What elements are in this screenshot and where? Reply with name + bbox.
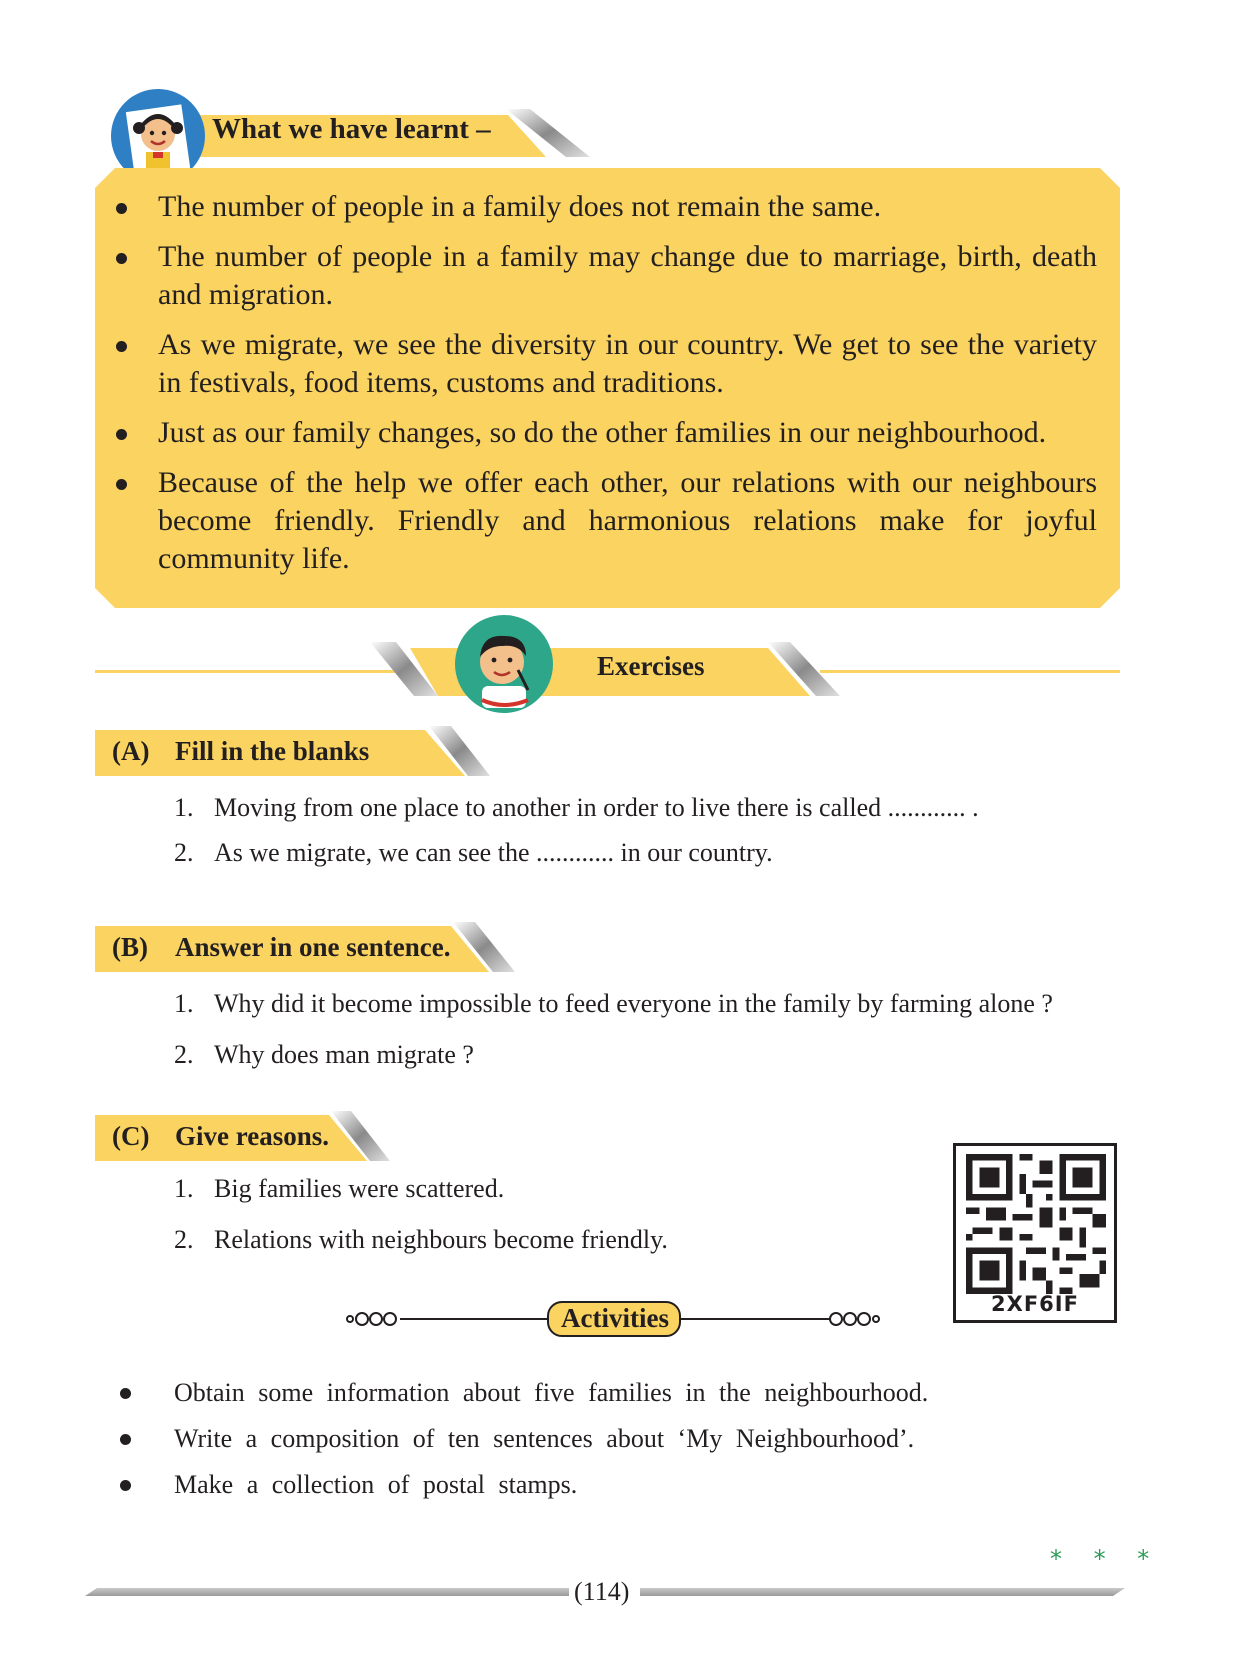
boy-avatar-icon (452, 612, 556, 716)
question-c1: 1. Big families were scattered. (174, 1174, 505, 1203)
section-b-title: Answer in one sentence. (175, 932, 451, 962)
summary-list (112, 188, 1097, 590)
list-item: The number of people in a family does not remain the same. (112, 188, 1097, 226)
footer-rule-right (640, 1588, 1125, 1596)
list-item: Because of the help we offer each other, our relations with our neighbours become friendly. Friendly and harmonious relations make for joyful community life. (112, 464, 1097, 578)
question-b1: 1. Why did it become impossible to feed everyone in the family by farming alone ? (174, 989, 1053, 1018)
page-number: (114) (574, 1577, 630, 1606)
qr-code-box[interactable] (953, 1143, 1117, 1323)
question-c2: 2. Relations with neighbours become friendly. (174, 1225, 668, 1254)
question-a2: 2. As we migrate, we can see the ............ in our country. (174, 838, 773, 867)
exercises-divider-right (820, 670, 1120, 673)
footer-rule-left (85, 1588, 569, 1596)
qr-code-icon (966, 1154, 1106, 1294)
activities-list (112, 1378, 1012, 1516)
section-a-title: Fill in the blanks (175, 736, 370, 766)
exercises-title: Exercises (597, 651, 705, 681)
section-c-title: Give reasons. (175, 1121, 329, 1151)
bullet-icon (116, 429, 127, 440)
section-b-letter: (B) (112, 932, 148, 962)
question-a1: 1. Moving from one place to another in order to live there is called ............ . (174, 793, 979, 822)
exercises-divider-left (95, 670, 400, 673)
bullet-icon (116, 203, 127, 214)
list-item: As we migrate, we see the diversity in our country. We get to see the variety in festivals, food items, customs and traditions. (112, 326, 1097, 402)
bullet-icon (116, 479, 127, 490)
section-a-letter: (A) (112, 736, 150, 766)
activities-title: Activities (561, 1303, 669, 1333)
bullet-icon (120, 1388, 131, 1399)
list-item: Write a composition of ten sentences about ‘My Neighbourhood’. (112, 1424, 1012, 1470)
learnt-title: What we have learnt – (212, 113, 491, 145)
section-c-letter: (C) (112, 1121, 150, 1151)
question-b2: 2. Why does man migrate ? (174, 1040, 474, 1069)
bullet-icon (116, 253, 127, 264)
bullet-icon (120, 1480, 131, 1491)
list-item: Make a collection of postal stamps. (112, 1470, 1012, 1516)
bullet-icon (120, 1434, 131, 1445)
list-item: Just as our family changes, so do the other families in our neighbourhood. (112, 414, 1097, 452)
list-item: Obtain some information about five families in the neighbourhood. (112, 1378, 1012, 1424)
bullet-icon (116, 341, 127, 352)
list-item: The number of people in a family may change due to marriage, birth, death and migration. (112, 238, 1097, 314)
qr-code-label: 2XF6IF (991, 1292, 1079, 1316)
end-stars: * * * (1050, 1545, 1162, 1573)
